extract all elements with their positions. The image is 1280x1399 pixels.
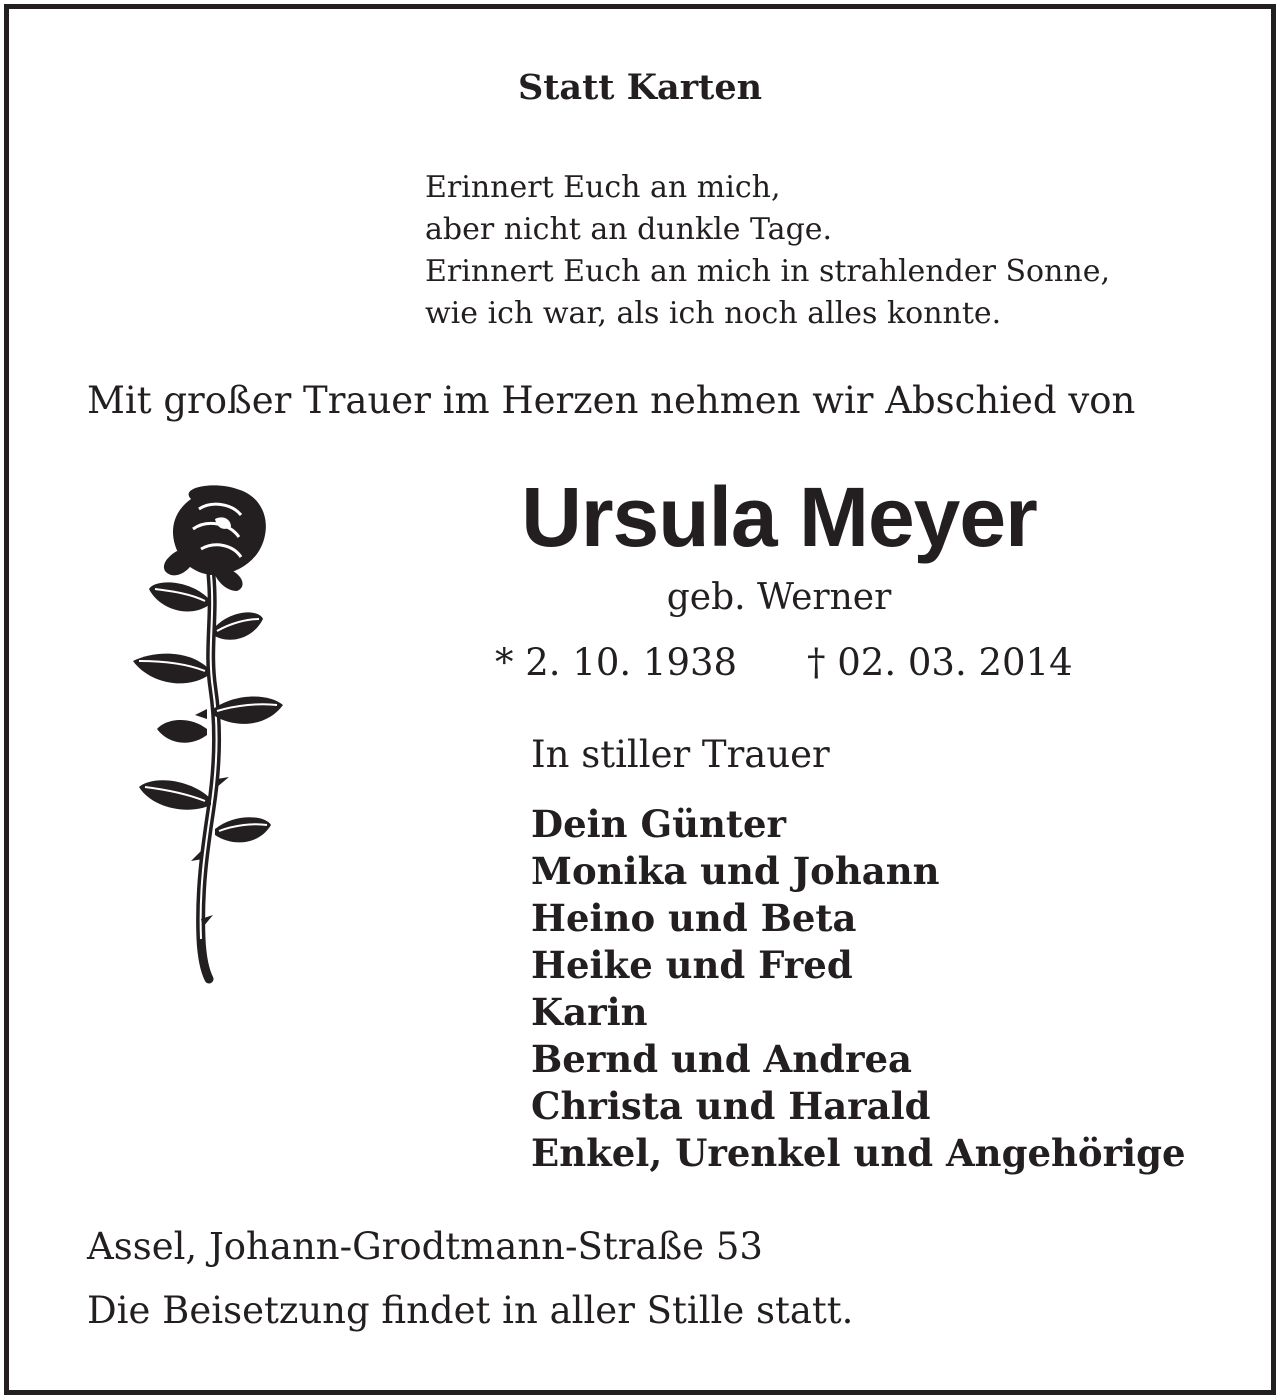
birth-date: * 2. 10. 1938 bbox=[495, 641, 738, 684]
mourner-item: Enkel, Urenkel und Angehörige bbox=[531, 1131, 1186, 1175]
intro-text: Mit großer Trauer im Herzen nehmen wir Abschied von bbox=[87, 379, 1136, 422]
obituary-card bbox=[4, 4, 1276, 1395]
rose-icon bbox=[119, 479, 289, 989]
mourning-heading: In stiller Trauer bbox=[531, 733, 830, 776]
mourners-list bbox=[531, 801, 1186, 1177]
poem bbox=[425, 167, 1110, 335]
funeral-note: Die Beisetzung findet in aller Stille statt. bbox=[87, 1289, 854, 1332]
mourner-item: Heike und Fred bbox=[531, 943, 853, 987]
header-title: Statt Karten bbox=[517, 67, 763, 108]
poem-line: wie ich war, als ich noch alles konnte. bbox=[425, 296, 1002, 331]
address: Assel, Johann-Grodtmann-Straße 53 bbox=[87, 1225, 763, 1268]
mourner-item: Christa und Harald bbox=[531, 1084, 931, 1128]
mourner-item: Karin bbox=[531, 990, 648, 1034]
poem-line: Erinnert Euch an mich in strahlender Sonne, bbox=[425, 254, 1110, 289]
mourner-item: Bernd und Andrea bbox=[531, 1037, 913, 1081]
mourner-item: Heino und Beta bbox=[531, 896, 857, 940]
deceased-name: Ursula Meyer bbox=[521, 470, 1037, 564]
poem-line: Erinnert Euch an mich, bbox=[425, 170, 781, 205]
maiden-name: geb. Werner bbox=[666, 577, 892, 618]
mourner-item: Monika und Johann bbox=[531, 849, 940, 893]
death-date: † 02. 03. 2014 bbox=[807, 641, 1073, 684]
mourner-item: Dein Günter bbox=[531, 802, 786, 846]
poem-line: aber nicht an dunkle Tage. bbox=[425, 212, 833, 247]
